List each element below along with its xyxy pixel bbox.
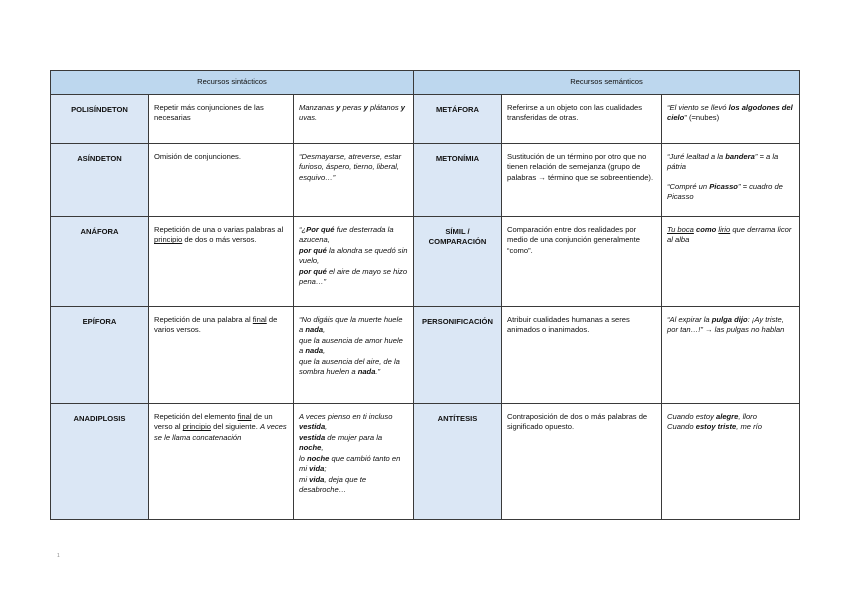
- syntactic-example: “Desmayarse, atreverse, estar furioso, áspero, tierno, liberal, esquivo…”: [294, 144, 414, 217]
- syntactic-definition: Repetir más conjunciones de las necesarias: [149, 95, 294, 144]
- table-row: [51, 404, 800, 520]
- semantic-definition: Referirse a un objeto con las cualidades transferidas de otras.: [502, 95, 662, 144]
- syntactic-definition: Omisión de conjunciones.: [149, 144, 294, 217]
- semantic-example: “Juré lealtad a la bandera” = a la pátria “Compré un Picasso” = cuadro de Picasso: [662, 144, 800, 217]
- syntactic-term: POLISÍNDETON: [51, 95, 149, 144]
- page-number: 1: [57, 553, 60, 559]
- table-row: [51, 307, 800, 404]
- semantic-definition: Comparación entre dos realidades por medio de una conjunción generalmente “como”.: [502, 217, 662, 307]
- semantic-term: PERSONIFICACIÓN: [414, 307, 502, 404]
- header-row: [51, 71, 800, 95]
- semantic-example: Cuando estoy alegre, lloro Cuando estoy triste, me río: [662, 404, 800, 520]
- syntactic-example: Manzanas y peras y plátanos y uvas.: [294, 95, 414, 144]
- semantic-term: METONÍMIA: [414, 144, 502, 217]
- semantic-term: METÁFORA: [414, 95, 502, 144]
- semantic-term: SÍMIL / COMPARACIÓN: [414, 217, 502, 307]
- syntactic-example: “No digáis que la muerte huele a nada, que la ausencia de amor huele a nada, que la ausencia del aire, de la sombra huelen a nada.”: [294, 307, 414, 404]
- semantic-example: “El viento se llevó los algodones del cielo” (=nubes): [662, 95, 800, 144]
- table-row: [51, 95, 800, 144]
- syntactic-definition: Repetición de una o varias palabras al principio de dos o más versos.: [149, 217, 294, 307]
- header-semantic: Recursos semánticos: [414, 71, 800, 95]
- semantic-example: “Al expirar la pulga dijo: ¡Ay triste, por tan…!” → las pulgas no hablan: [662, 307, 800, 404]
- syntactic-term: ANÁFORA: [51, 217, 149, 307]
- header-syntactic: Recursos sintácticos: [51, 71, 414, 95]
- table-row: [51, 144, 800, 217]
- semantic-definition: Sustitución de un término por otro que no tienen relación de semejanza (grupo de palabras → término que se sobreentiende).: [502, 144, 662, 217]
- syntactic-definition: Repetición de una palabra al final de varios versos.: [149, 307, 294, 404]
- syntactic-example: “¿Por qué fue desterrada la azucena, por qué la alondra se quedó sin vuelo, por qué el aire de mayo se hizo pena…”: [294, 217, 414, 307]
- rhetorical-devices-table: [50, 70, 800, 520]
- syntactic-term: ASÍNDETON: [51, 144, 149, 217]
- semantic-definition: Contraposición de dos o más palabras de significado opuesto.: [502, 404, 662, 520]
- syntactic-term: EPÍFORA: [51, 307, 149, 404]
- semantic-definition: Atribuir cualidades humanas a seres animados o inanimados.: [502, 307, 662, 404]
- semantic-example: Tu boca como lirio que derrama licor al alba: [662, 217, 800, 307]
- syntactic-definition: Repetición del elemento final de un verso al principio del siguiente. A veces se le llama concatenación: [149, 404, 294, 520]
- semantic-term: ANTÍTESIS: [414, 404, 502, 520]
- syntactic-term: ANADIPLOSIS: [51, 404, 149, 520]
- syntactic-example: A veces pienso en ti incluso vestida, vestida de mujer para la noche, lo noche que cambió tanto en mi vida; mi vida, deja que te desabroche…: [294, 404, 414, 520]
- table-row: [51, 217, 800, 307]
